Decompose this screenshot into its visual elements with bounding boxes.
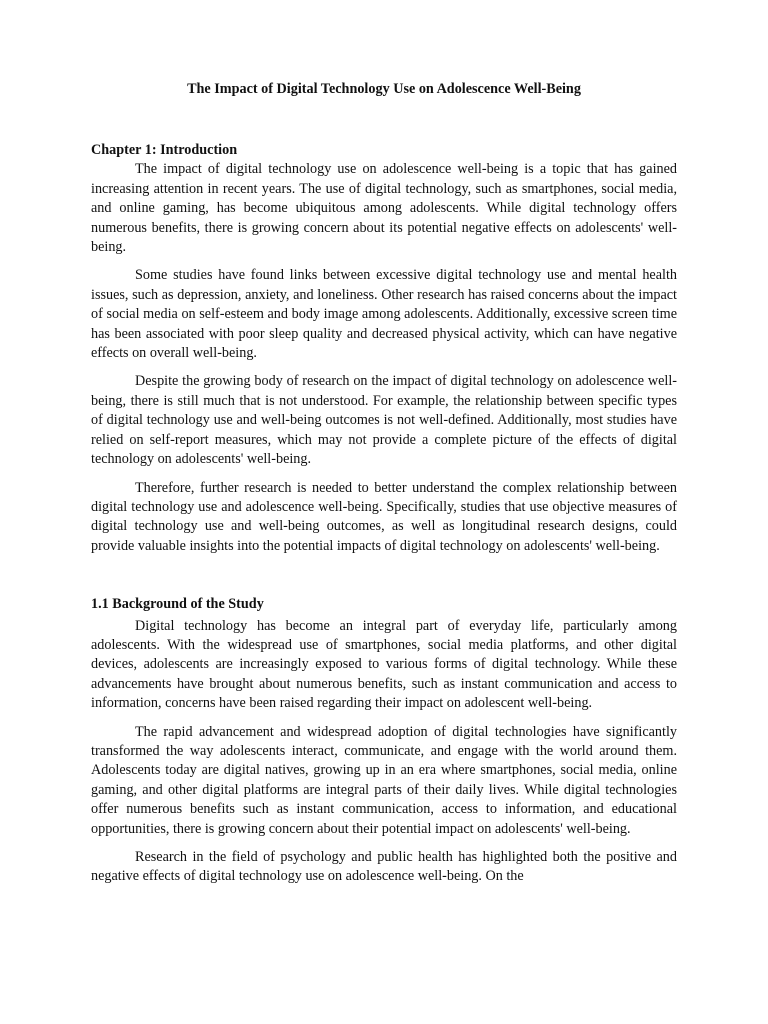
section-spacer <box>91 565 677 595</box>
chapter-1-heading: Chapter 1: Introduction <box>91 142 238 158</box>
section-1-1-paragraph-1: Digital technology has become an integral part of everyday life, particularly among adolescents. With the widespread use of smartphones, social media platforms, and other digital devices, adolescents are increasingly exposed to various forms of digital technology. While these advancements have brought about numerous benefits, such as instant communication and access to information, concerns have been raised regarding their impact on adolescent well-being. <box>91 617 677 712</box>
chapter-1-paragraph-4: Therefore, further research is needed to better understand the complex relationship between digital technology use and adolescence well-being. Specifically, studies that use objective measures of digital technology use and well-being outcomes, as well as longitudinal research designs, could provide valuable insights into the potential impacts of digital technology on adolescents' well-being. <box>91 479 677 554</box>
chapter-1-paragraph-2: Some studies have found links between excessive digital technology use and mental health issues, such as depression, anxiety, and loneliness. Other research has raised concerns about the impact of social media on self-esteem and body image among adolescents. Additionally, excessive screen time has been associated with poor sleep quality and decreased physical activity, which can have negative effects on overall well-being. <box>91 267 677 362</box>
chapter-1-paragraph-1: The impact of digital technology use on adolescence well-being is a topic that has gained increasing attention in recent years. The use of digital technology, such as smartphones, social media, and online gaming, has become ubiquitous among adolescents. While digital technology offers numerous benefits, there is growing concern about its potential negative effects on adolescents' well-being. <box>91 161 677 256</box>
section-1-1-paragraph-2: The rapid advancement and widespread adoption of digital technologies have significantly transformed the way adolescents interact, communicate, and engage with the world around them. Adolescents today are digital natives, growing up in an era where smartphones, social media, online gaming, and other digital platforms are integral parts of their daily lives. While digital technologies offer numerous benefits such as instant communication, access to information, and educational opportunities, there is growing concern about their potential impact on adolescents' well-being. <box>91 723 677 837</box>
section-1-1-paragraph-3: Research in the field of psychology and public health has highlighted both the positive and negative effects of digital technology use on adolescence well-being. On the <box>91 849 677 885</box>
document-title: The Impact of Digital Technology Use on Adolescence Well-Being <box>187 81 581 97</box>
section-1-1-heading: 1.1 Background of the Study <box>91 596 264 613</box>
chapter-1-paragraph-3: Despite the growing body of research on the impact of digital technology on adolescence well-being, there is still much that is not understood. For example, the relationship between specific types of digital technology use and well-being outcomes is not well-defined. Additionally, most studies have relied on self-report measures, which may not provide a complete picture of the effects of digital technology on adolescents' well-being. <box>91 373 677 468</box>
